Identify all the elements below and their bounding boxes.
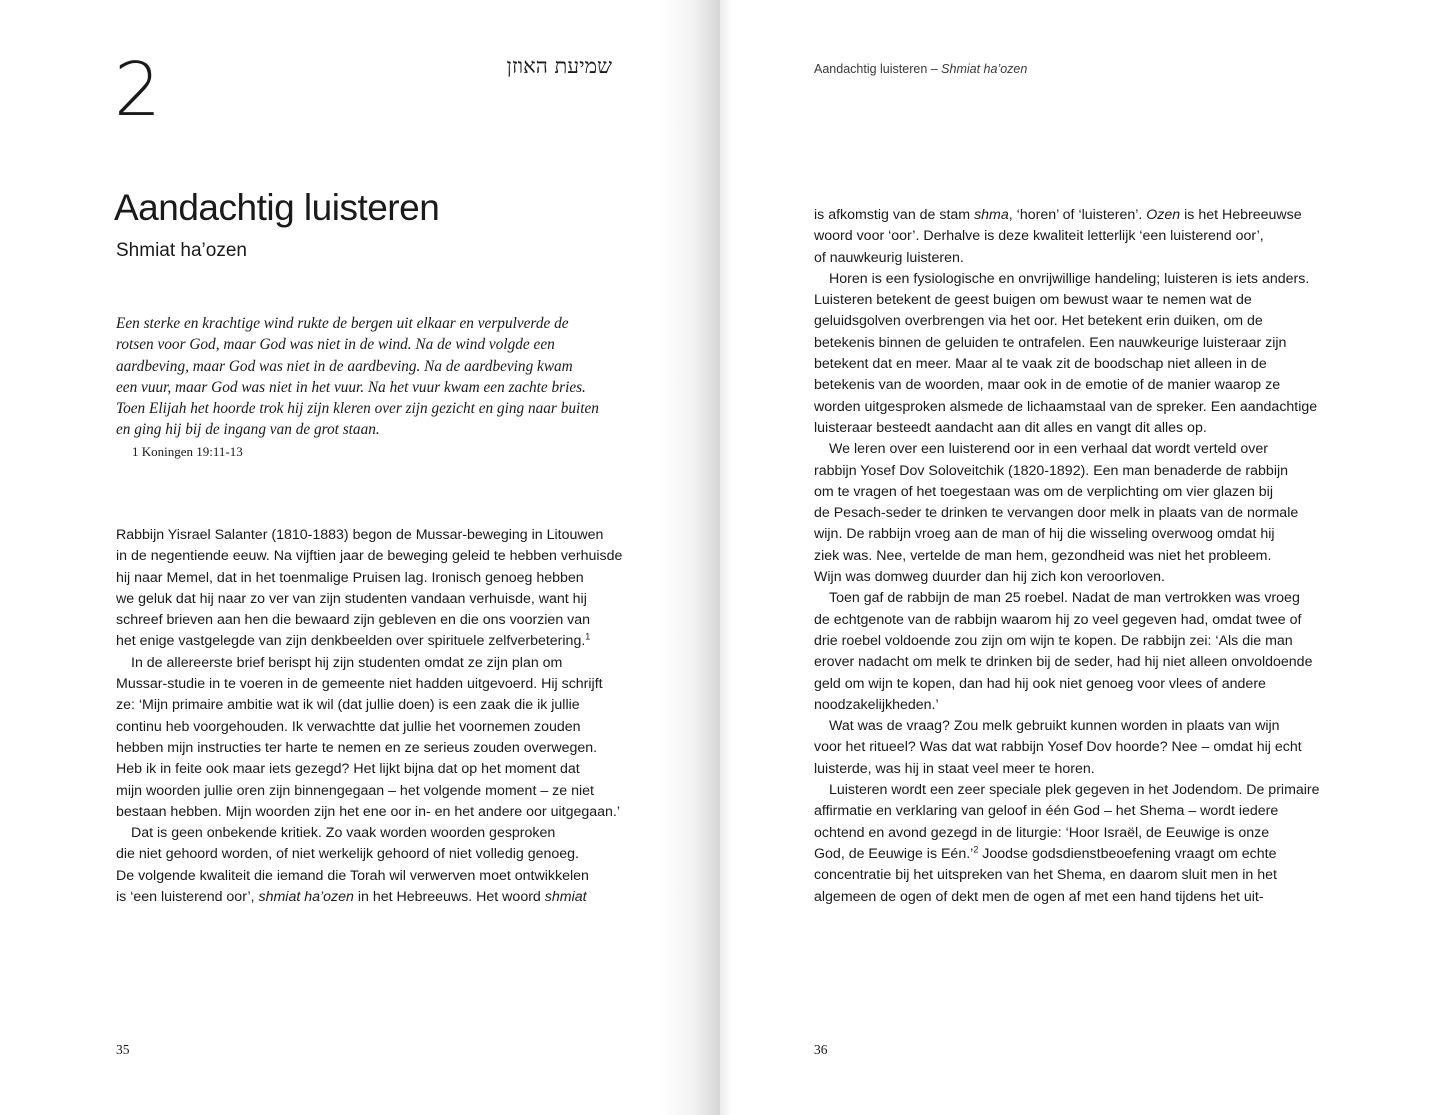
text-segment: hebben mijn instructies ter harte te nemen en ze serieus zouden overwegen. bbox=[116, 739, 598, 756]
text-segment: ze: ‘Mijn primaire ambitie wat ik wil (dat jullie doen) is een zaak die ik jullie bbox=[116, 697, 580, 714]
epigraph-line: rotsen voor God, maar God was niet in de wind. Na de wind volgde een bbox=[116, 336, 555, 354]
body-line bbox=[814, 482, 1334, 503]
text-segment: rabbijn Yosef Dov Soloveitchik (1820-1892). Een man benaderde de rabbijn bbox=[814, 462, 1289, 479]
text-segment: In de allereerste brief berispt hij zijn studenten omdat ze zijn plan om bbox=[131, 654, 563, 671]
italic-term: shmiat ha’ozen bbox=[258, 889, 354, 906]
text-segment: wijn. De rabbijn vroeg aan de man of hij die wisseling overwoog omdat hij bbox=[814, 526, 1275, 543]
body-line bbox=[116, 653, 636, 674]
body-line bbox=[814, 503, 1334, 524]
gutter-shadow bbox=[660, 0, 720, 1115]
body-line bbox=[116, 589, 636, 610]
text-segment: ziek was. Nee, vertelde de man hem, gezondheid was niet het probleem. bbox=[814, 547, 1272, 564]
text-segment: geluidsgolven overbrengen via het oor. Het betekent erin duiken, om de bbox=[814, 313, 1263, 330]
text-segment: Rabbijn Yisrael Salanter (1810-1883) begon de Mussar-beweging in Litouwen bbox=[116, 527, 604, 543]
epigraph-line: aardbeving, maar God was niet in de aardbeving. Na de aardbeving kwam bbox=[116, 357, 573, 375]
body-line bbox=[814, 205, 1334, 226]
text-segment: erover nadacht om melk te drinken bij de seder, had hij niet alleen onvoldoende bbox=[814, 654, 1313, 671]
hebrew-title: שמיעת האוזן bbox=[506, 54, 612, 78]
body-line bbox=[116, 568, 636, 589]
chapter-number: 2 bbox=[114, 47, 162, 133]
text-segment: om te vragen of het toegestaan was om de verplichting om vier glazen bij bbox=[814, 483, 1273, 500]
body-line bbox=[814, 418, 1334, 439]
footnote-marker[interactable]: 2 bbox=[973, 844, 979, 855]
body-line bbox=[116, 759, 636, 780]
right-page bbox=[720, 0, 1440, 1115]
text-segment: die niet gehoord worden, of niet werkelijk gehoord of niet volledig genoeg. bbox=[116, 846, 579, 863]
body-line bbox=[814, 716, 1334, 737]
epigraph-line: Een sterke en krachtige wind rukte de bergen uit elkaar en verpulverde de bbox=[116, 315, 569, 332]
body-line bbox=[814, 269, 1334, 290]
italic-term: shma bbox=[974, 207, 1009, 223]
body-line bbox=[814, 695, 1334, 716]
body-line bbox=[116, 674, 636, 695]
text-segment: drie roebel voldoende zou zijn om wijn te kopen. De rabbijn zei: ‘Als die man bbox=[814, 632, 1293, 649]
footnote-marker[interactable]: 1 bbox=[585, 631, 591, 642]
running-head-title: Aandachtig luisteren – bbox=[814, 62, 942, 76]
text-segment: Joodse godsdienstbeoefening vraagt om echte bbox=[978, 845, 1277, 862]
text-segment: geld om wijn te kopen, dan had hij ook niet genoeg voor vlees of andere bbox=[814, 675, 1266, 692]
text-segment: het enige vastgelegde van zijn denkbeelden over spirituele zelfverbetering. bbox=[116, 633, 586, 650]
body-line bbox=[814, 290, 1334, 311]
text-segment: ochtend en avond gezegd in de liturgie: ‘Hoor Israël, de Eeuwige is onze bbox=[814, 824, 1270, 841]
text-segment: schreef brieven aan hen die bewaard zijn gebleven en die ons voorzien van bbox=[116, 612, 591, 629]
body-line bbox=[814, 610, 1334, 631]
text-segment: Dat is geen onbekende kritiek. Zo vaak worden woorden gesproken bbox=[131, 825, 556, 842]
body-line bbox=[814, 865, 1334, 886]
body-line bbox=[814, 567, 1334, 588]
body-line bbox=[814, 375, 1334, 396]
body-line bbox=[814, 397, 1334, 418]
body-line bbox=[814, 248, 1334, 269]
text-segment: Luisteren wordt een zeer speciale plek gegeven in het Jodendom. De primaire bbox=[829, 782, 1320, 799]
text-segment: , ‘horen’ of ‘luisteren’. bbox=[1008, 207, 1147, 223]
text-segment: We leren over een luisterend oor in een verhaal dat wordt verteld over bbox=[829, 441, 1269, 458]
body-line bbox=[814, 226, 1334, 247]
body-line bbox=[814, 737, 1334, 758]
text-segment: voor het ritueel? Was dat wat rabbijn Yosef Dov hoorde? Nee – omdat hij echt bbox=[814, 739, 1302, 756]
text-segment: Toen gaf de rabbijn de man 25 roebel. Nadat de man vertrokken was vroeg bbox=[829, 590, 1300, 607]
body-line bbox=[814, 524, 1334, 545]
epigraph-line: en ging hij bij de ingang van de grot staan. bbox=[116, 421, 380, 439]
text-segment: betekent dat en meer. Maar al te vaak zit de boodschap niet alleen in de bbox=[814, 356, 1267, 373]
body-line bbox=[814, 652, 1334, 673]
epigraph-line: Toen Elijah het hoorde trok hij zijn kleren over zijn gezicht en ging naar buiten bbox=[116, 400, 599, 418]
text-segment: is het Hebreeuwse bbox=[1180, 207, 1302, 223]
text-segment: Horen is een fysiologische en onvrijwillige handeling; luisteren is iets anders. bbox=[829, 270, 1310, 287]
page-number-right: 36 bbox=[814, 1042, 828, 1057]
text-segment: Mussar-studie in te voeren in de gemeente niet hadden uitgevoerd. Hij schrijft bbox=[116, 676, 603, 693]
body-line bbox=[116, 866, 636, 887]
body-line bbox=[116, 802, 636, 823]
text-segment: Luisteren betekent de geest buigen om bewust waar te nemen wat de bbox=[814, 292, 1252, 309]
body-line bbox=[814, 439, 1334, 460]
text-segment: de echtgenote van de rabbijn waarom hij zo veel gegeven had, omdat twee of bbox=[814, 611, 1302, 628]
body-line bbox=[814, 311, 1334, 332]
text-segment: hij naar Memel, dat in het toenmalige Pruisen lag. Ironisch genoeg hebben bbox=[116, 569, 584, 586]
text-segment: betekenis van de woorden, maar ook in de emotie of de manier waarop ze bbox=[814, 377, 1281, 394]
italic-term: shmiat bbox=[544, 889, 587, 906]
body-line bbox=[814, 801, 1334, 822]
page-number-left: 35 bbox=[116, 1042, 130, 1057]
text-segment: is afkomstig van de stam bbox=[814, 207, 975, 223]
text-segment: mijn woorden jullie oren zijn binnengegaan – het volgende moment – ze niet bbox=[116, 782, 594, 799]
text-segment: bestaan hebben. Mijn woorden zijn het ene oor in- en het andere oor uitgegaan.’ bbox=[116, 803, 621, 820]
text-segment: concentratie bij het uitspreken van het Shema, en daarom sluit men in het bbox=[814, 867, 1277, 884]
text-segment: Wat was de vraag? Zou melk gebruikt kunnen worden in plaats van wijn bbox=[829, 718, 1280, 735]
text-segment: betekenis binnen de geluiden te ontrafelen. Een nauwkeurige luisteraar zijn bbox=[814, 334, 1287, 351]
body-line bbox=[814, 844, 1334, 865]
body-line bbox=[814, 674, 1334, 695]
text-segment: affirmatie en verklaring van geloof in één God – het Shema – wordt iedere bbox=[814, 803, 1279, 820]
body-line bbox=[814, 823, 1334, 844]
text-segment: woord voor ‘oor’. Derhalve is deze kwaliteit letterlijk ‘een luisterend oor’, bbox=[814, 228, 1264, 245]
text-segment: algemeen de ogen of dekt men de ogen af met een hand tijdens het uit- bbox=[814, 888, 1264, 905]
body-line bbox=[814, 887, 1334, 908]
running-head bbox=[814, 59, 1027, 79]
text-segment: is ‘een luisterend oor’, bbox=[116, 889, 259, 906]
body-line bbox=[814, 631, 1334, 652]
body-line bbox=[814, 546, 1334, 567]
text-segment: luisteraar besteedt aandacht aan dit alles en vangt dit alles op. bbox=[814, 419, 1207, 436]
body-line bbox=[116, 695, 636, 716]
body-line bbox=[814, 461, 1334, 482]
text-segment: worden uitgesproken alsmede de lichaamstaal van de spreker. Een aandachtige bbox=[814, 398, 1318, 415]
body-line bbox=[814, 354, 1334, 375]
text-segment: continu heb voorgehouden. Ik verwachtte dat jullie het voornemen zouden bbox=[116, 718, 581, 735]
body-line bbox=[116, 546, 636, 567]
body-line bbox=[116, 610, 636, 631]
body-line bbox=[814, 759, 1334, 780]
text-segment: in het Hebreeuws. Het woord bbox=[353, 889, 545, 906]
body-line bbox=[814, 588, 1334, 609]
text-segment: luisterde, was hij in staat veel meer te horen. bbox=[814, 760, 1095, 777]
body-line bbox=[116, 717, 636, 738]
gutter-shadow-right bbox=[720, 0, 732, 1115]
text-segment: De volgende kwaliteit die iemand die Torah wil verwerven moet ontwikkelen bbox=[116, 867, 589, 884]
epigraph bbox=[116, 313, 636, 441]
body-line bbox=[814, 333, 1334, 354]
epigraph-line: een vuur, maar God was niet in het vuur. Na het vuur kwam een zachte bries. bbox=[116, 378, 586, 396]
body-line bbox=[116, 823, 636, 844]
chapter-title: Aandachtig luisteren bbox=[114, 187, 440, 228]
text-segment: of nauwkeurig luisteren. bbox=[814, 249, 964, 266]
left-page bbox=[0, 0, 718, 1115]
body-line bbox=[814, 780, 1334, 801]
left-body-text bbox=[116, 525, 636, 908]
right-body-text bbox=[814, 205, 1334, 908]
running-head-subtitle: Shmiat ha’ozen bbox=[941, 62, 1028, 76]
text-segment: Wijn was domweg duurder dan hij zich kon veroorloven. bbox=[814, 569, 1165, 586]
epigraph-source: 1 Koningen 19:11-13 bbox=[132, 444, 243, 459]
body-line bbox=[116, 844, 636, 865]
body-line bbox=[116, 631, 636, 652]
text-segment: Heb ik in feite ook maar iets gezegd? Het lijkt bijna dat op het moment dat bbox=[116, 761, 580, 778]
chapter-subtitle: Shmiat ha’ozen bbox=[116, 240, 247, 261]
text-segment: God, de Eeuwige is Eén.’ bbox=[814, 845, 974, 862]
text-segment: noodzakelijkheden.’ bbox=[814, 696, 939, 713]
body-line bbox=[116, 738, 636, 759]
body-line bbox=[116, 525, 636, 546]
text-segment: we geluk dat hij naar zo ver van zijn studenten vandaan verhuisde, want hij bbox=[116, 590, 587, 607]
body-line bbox=[116, 781, 636, 802]
italic-term: Ozen bbox=[1146, 207, 1181, 223]
text-segment: de Pesach-seder te drinken te vervangen door melk in plaats van de normale bbox=[814, 505, 1299, 522]
body-line bbox=[116, 887, 636, 908]
text-segment: in de negentiende eeuw. Na vijftien jaar de beweging geleid te hebben verhuisde bbox=[116, 548, 623, 565]
